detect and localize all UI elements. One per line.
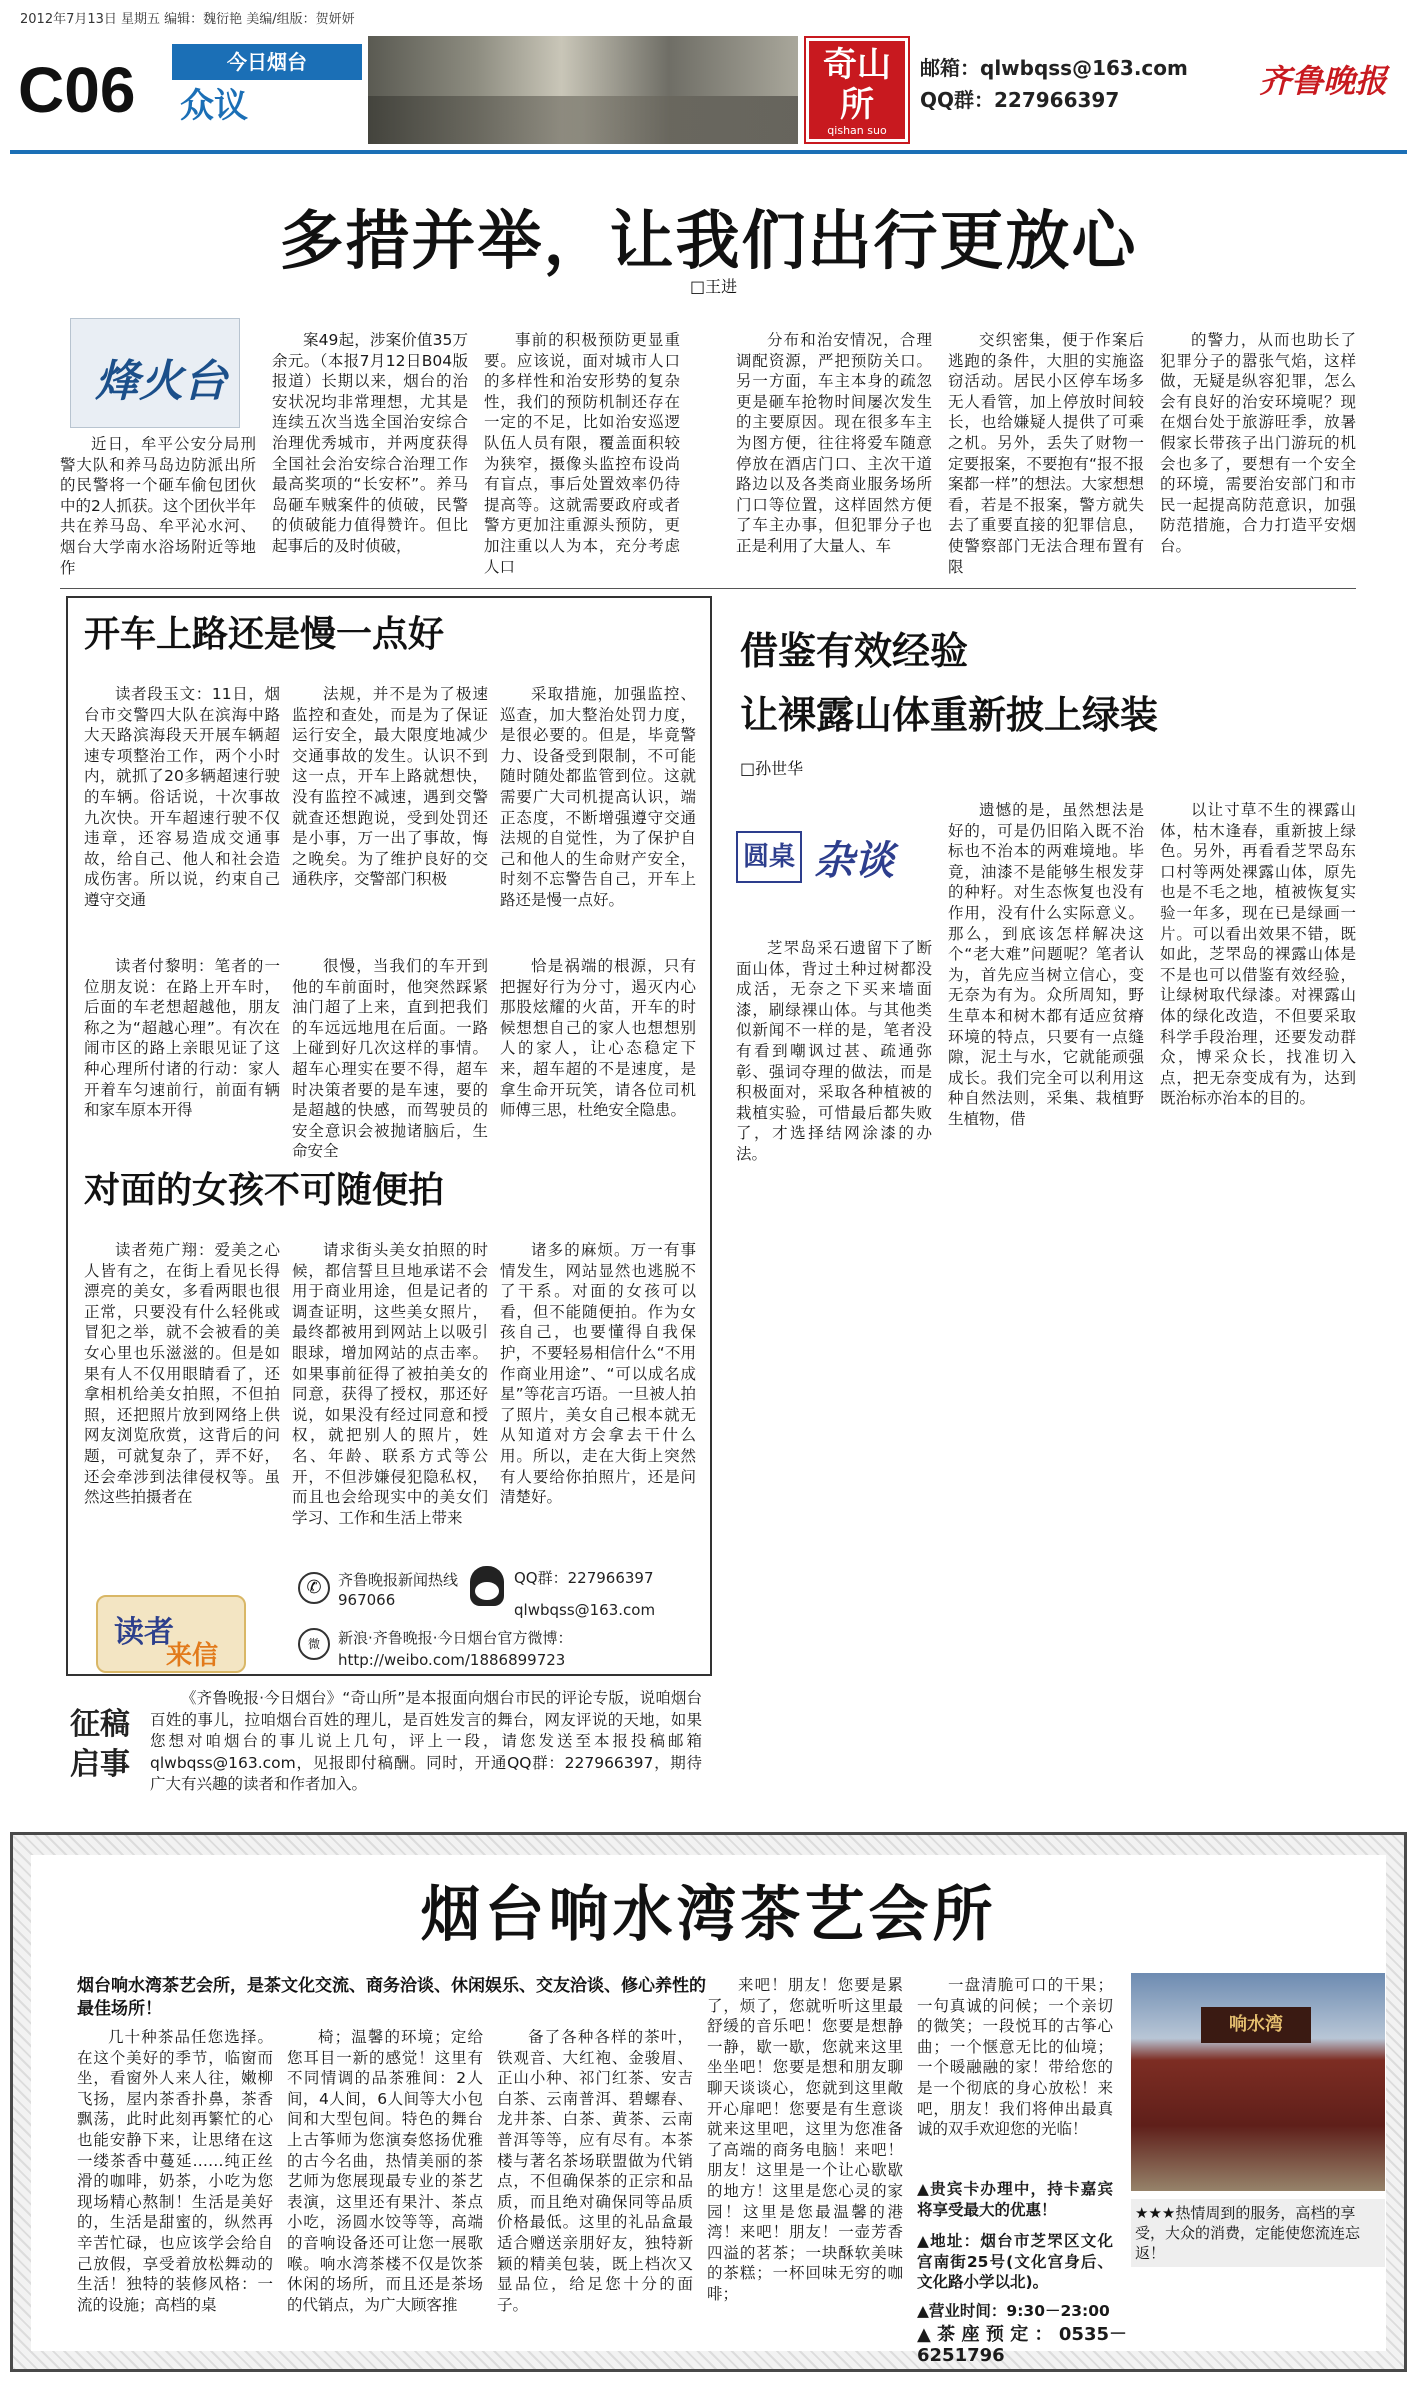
section-top-label: 今日烟台 <box>172 44 362 80</box>
reader-logo-text-1: 读者 <box>114 1615 174 1650</box>
readers-email[interactable]: qlwbqss@163.com <box>514 1601 656 1619</box>
ad-address: ▲地址：烟台市芝罘区文化宫南街25号(文化宫身后、文化路小学以北)。 <box>917 2232 1113 2292</box>
ad-phone[interactable]: ▲茶座预定：0535－6251796 <box>917 2324 1127 2366</box>
column-seal-logo <box>806 38 908 142</box>
round-table-logo-text-2: 杂谈 <box>814 838 894 884</box>
ad-vip-card: ▲贵宾卡办理中，持卡嘉宾将享受最大的优惠！ <box>917 2180 1113 2219</box>
phone-icon: ✆ <box>298 1572 330 1604</box>
reader-letter-logo <box>96 1585 266 1677</box>
ad-col-1: 几十种茶品任您选择。在这个美好的季节，临窗而坐，看窗外人来人往，嫩柳飞扬，屋内茶香扑鼻，茶香飘荡，此时此刻再繁忙的心也能安静下来，让思绪在这一缕茶香中蔓延……纯正丝滑的咖啡，奶茶，小吃为您现场精心熬制！生活是美好的，生活是甜蜜的，纵然再辛苦忙碌，也应该学会给自己放假，享受着放松舞动的生活！独特的装修风格：一流的设施；高档的桌 <box>77 2028 273 2314</box>
masthead <box>10 36 1407 146</box>
lead-column-2: 案49起，涉案价值35万余元。（本报7月12日B04版报道）长期以来，烟台的治安状况均非常理想，尤其是连续五次当选全国治安综合治理优秀城市，并两度获得全国社会治安综合治理工作最高奖项的“长安杯”。养马岛砸车贼案件的侦破，民警的侦破能力值得赞许。但比起事后的及时侦破， <box>272 331 468 555</box>
lead-column-5: 交织密集，便于作案后逃跑的条件，大胆的实施盗窃活动。居民小区停车场多无人看管，加上停放时间较长，也给嫌疑人提供了可乘之机。另外，丢失了财物一定要报案，不要抱有“报不报案都一样”的想法。大家想想看，若是不报案，警方就失去了重要直接的犯罪信息，使警察部门无法合理布置有限 <box>948 331 1144 576</box>
page-number: C06 <box>18 54 136 126</box>
lead-column-6: 的警力，从而也助长了犯罪分子的嚣张气焰，这样做，无疑是纵容犯罪，怎么会有良好的治安环境呢？现在烟台处于旅游旺季，放暑假家长带孩子出门游玩的机会也多了，要想有一个安全的环境，需要治安部门和市民一起提高防范意识，加强防范措施，合力打造平安烟台。 <box>1160 331 1356 555</box>
ad-photo-caption: ★★★热情周到的服务，高档的享受，大众的消费，定能使您流连忘返！ <box>1131 2199 1385 2267</box>
lead-headline: 多措并举，让我们出行更放心 <box>279 205 1138 279</box>
date-line: 2012年7月13日 星期五 编辑：魏衍艳 美编/组版：贺妍妍 <box>20 12 355 27</box>
tea-house-signboard: 响水湾 <box>1201 2007 1311 2043</box>
column2-byline: □孙世华 <box>740 759 804 778</box>
contact-block <box>920 52 1188 116</box>
contact-email[interactable]: 邮箱：qlwbqss@163.com <box>920 56 1188 80</box>
qq-penguin-icon <box>470 1566 504 1606</box>
letter-1-col-2: 法规，并不是为了极速监控和查处，而是为了保证运行安全，最大限度地减少交通事故的发生。认识不到这一点，开车上路就想快，没有监控不减速，遇到交警就查还想跑说，受到处罚还是小事，万一出了事故，悔之晚矣。为了维护良好的交通秩序，交警部门积极 <box>292 685 488 889</box>
recruit-notice-label: 征稿启事 <box>70 1707 130 1782</box>
tea-house-advertisement <box>10 1832 1407 2372</box>
fenghuotai-logo <box>70 318 240 428</box>
masthead-photo <box>368 36 798 144</box>
news-hotline: 齐鲁晚报新闻热线967066 <box>338 1571 459 1609</box>
seal-pinyin: qishan suo <box>827 124 887 137</box>
column2-title-line-1: 借鉴有效经验 <box>740 629 969 673</box>
weibo-icon: 微 <box>298 1628 330 1660</box>
lead-byline: □王进 <box>690 277 738 296</box>
ad-col-5: 一盘清脆可口的干果；一句真诚的问候；一个亲切的微笑；一段悦耳的古筝心曲；一个惬意无比的仙境；一个暖融融的家！带给您的是一个彻底的身心放松！来吧，朋友！我们将伸出最真诚的双手欢迎您的光临！ <box>917 1976 1113 2139</box>
contact-qq: QQ群：227966397 <box>920 88 1120 112</box>
column2-col-2: 遗憾的是，虽然想法是好的，可是仍旧陷入既不治标也不治本的两难境地。毕竟，油漆不是能够生根发芽的种籽。对生态恢复也没有作用，没有什么实际意义。那么，到底该怎样解决这个“老大难”问题呢？笔者认为，首先应当树立信心，变无奈为有为。众所周知，野生草本和树木都有适应贫瘠环境的特点，只要有一点缝隙，泥土与水，它就能顽强成长。我们完全可以利用这种自然法则，采集、栽植野生植物，借 <box>948 801 1144 1128</box>
round-table-logo-text-1: 圆桌 <box>736 831 802 883</box>
ad-intro: 烟台响水湾茶艺会所，是茶文化交流、商务洽谈、休闲娱乐、交友洽谈、修心养性的最佳场所！ <box>77 1976 706 2019</box>
recruit-notice-text: 《齐鲁晚报·今日烟台》“奇山所”是本报面向烟台市民的评论专版，说咱烟台百姓的事儿，拉咱烟台百姓的理儿，是百姓发言的舞台，网友评说的天地，如果您想对咱烟台的事儿说上几句，评上一段，请您发送至本报投稿邮箱qlwbqss@163.com，见报即付稿酬。同时，开通QQ群：227966397，期待广大有兴趣的读者和作者加入。 <box>150 1689 702 1793</box>
letter-2-col-2: 很慢，当我们的车开到他的车前面时，他突然踩紧油门超了上来，直到把我们的车远远地甩在后面。一路上碰到好几次这样的事情。超车心理实在要不得，超车时决策者要的是车速，要的是超越的快感，而驾驶员的安全意识会被抛诸脑后，生命安全 <box>292 957 488 1161</box>
letter-2-col-1: 读者付黎明：笔者的一位朋友说：在路上开车时，后面的车老想超越他，朋友称之为“超越心理”。有次在闹市区的路上亲眼见证了这种心理所付诸的行动：家人开着车匀速前行，前面有辆和家车原本开得 <box>84 957 280 1120</box>
column2-col-3: 以让寸草不生的裸露山体，枯木逢春，重新披上绿色。另外，再看看芝罘岛东口村等两处裸露山体，原先也是不毛之地，植被恢复实验一年多，现在已是绿画一片。可以看出效果不错，既如此，芝罘岛的裸露山体是不是也可以借鉴有效经验，让绿树取代绿漆。对裸露山体的绿化改造，不但要采取科学手段治理，还要发动群众，博采众长，找准切入点，把无奈变成有为，达到既治标亦治本的目的。 <box>1160 801 1356 1108</box>
ad-title: 烟台响水湾茶艺会所 <box>420 1880 997 1950</box>
round-table-logo <box>736 825 926 895</box>
newspaper-brand: 齐鲁晚报 <box>1258 62 1387 100</box>
weibo-url[interactable]: http://weibo.com/1886899723 <box>338 1651 566 1669</box>
reader-logo-text-2: 来信 <box>166 1641 219 1671</box>
ad-col-3: 备了各种各样的茶叶，铁观音、大红袍、金骏眉、正山小种、祁门红茶、安吉白茶、云南普洱、碧螺春、龙井茶、白茶、黄茶、云南普洱等等，应有尽有。本茶楼与著名茶场联盟做为代销点，不但确保茶的正宗和品质，而且绝对确保同等品质价格最低。这里的礼品盒最适合赠送亲朋好友，独特新颖的精美包装，既上档次又显品位，给足您十分的面子。 <box>497 2028 693 2314</box>
letter-1-title: 开车上路还是慢一点好 <box>84 614 445 655</box>
lead-column-3: 事前的积极预防更显重要。应该说，面对城市人口的多样性和治安形势的复杂性，我们的预防机制还存在一定的不足，比如治安巡逻队伍人员有限，覆盖面积较为狭窄，摄像头监控布设尚有盲点，事后处置效率仍待提高等。这就需要政府或者警方更加注重源头预防，更加注重以人为本，充分考虑人口 <box>484 331 680 576</box>
letter-3-col-3: 诸多的麻烦。万一有事情发生，网站显然也逃脱不了干系。对面的女孩可以看，但不能随便拍。作为女孩自己，也要懂得自我保护，不要轻易相信什么“不用作商业用途”、“可以成名成星”等花言巧语。一旦被人拍了照片，美女自己根本就无从知道对方会拿去干什么用。所以，走在大街上突然有人要给你拍照片，还是问清楚好。 <box>500 1241 696 1507</box>
ad-col-4: 来吧！朋友！您要是累了，烦了，您就听听这里最舒缓的音乐吧！您要是想静一静，歇一歇，您就来这里坐坐吧！您要是想和朋友聊聊天谈谈心，您就到这里敞开心扉吧！您要是有生意谈就来这里吧，这里为您准备了高端的商务电脑！来吧！朋友！这里是一个让心歇歇的地方！这里是您心灵的家园！这里是您最温馨的港湾！来吧！朋友！一壶芳香四溢的茗茶；一块酥软美味的茶糕；一杯回味无穷的咖啡； <box>707 1976 903 2303</box>
lead-bottom-rule <box>60 588 1356 589</box>
ad-inner-panel <box>31 1855 1386 2366</box>
letter-2-col-3: 恰是祸端的根源，只有把握好行为分寸，遏灭内心那股炫耀的火苗，开车的时候想想自己的家人也想想别人的家人，让心态稳定下来，超车超的不是速度，是拿生命开玩笑，请各位司机师傅三思，杜绝安全隐患。 <box>500 957 696 1120</box>
fenghuotai-logo-text: 烽火台 <box>95 356 227 407</box>
letter-3-title: 对面的女孩不可随便拍 <box>84 1170 445 1211</box>
masthead-rule <box>10 150 1407 154</box>
letter-3-col-1: 读者苑广翔：爱美之心人皆有之，在街上看见长得漂亮的美女，多看两眼也很正常，只要没有什么轻佻或冒犯之举，就不会被看的美女心里也乐滋滋的。但是如果有人不仅用眼睛看了，还拿相机给美女拍照，不但拍照，还把照片放到网络上供网友浏览欣赏，这背后的问题，可就复杂了，弄不好，还会牵涉到法律侵权等。虽然这些拍摄者在 <box>84 1241 280 1507</box>
column2-col-1: 芝罘岛采石遗留下了断面山体，背过土种过树都没成活，无奈之下买来墙面漆，刷绿裸山体。与其他类似新闻不一样的是，笔者没有看到嘲讽过甚、疏通弥彰、强词夺理的做法，而是积极面对，采取各种植被的栽植实验，可惜最后都失败了，才选择结网涂漆的办法。 <box>736 939 932 1163</box>
tea-house-photo <box>1131 1973 1385 2191</box>
ad-hours: ▲营业时间：9:30－23:00 <box>917 2302 1110 2320</box>
readers-qq-group: QQ群：227966397 <box>514 1569 654 1587</box>
lead-column-1: 近日，牟平公安分局刑警大队和养马岛边防派出所的民警将一个砸车偷包团伙中的2人抓获。这个团伙半年共在养马岛、牟平沁水河、烟台大学南水浴场附近等地作 <box>60 435 256 577</box>
letter-1-col-3: 采取措施，加强监控、巡查，加大整治处罚力度，是很必要的。但是，毕竟警力、设备受到限制，不可能随时随处都监管到位。这就需要广大司机提高认识，端正态度，不断增强遵守交通法规的自觉性，为了保护自己和他人的生命财产安全，时刻不忘警告自己，开车上路还是慢一点好。 <box>500 685 696 909</box>
ad-col-2: 椅；温馨的环境；定给您耳目一新的感觉！这里有不同情调的品茶雅间：2人间，4人间，6人间等大小包间和大型包间。特色的舞台上古筝师为您演奏悠扬优雅的古今名曲，热情美丽的茶艺师为您展现最专业的茶艺表演，这里还有果汁、茶点小吃，汤圆水饺等等，高端的音响设备还可让您一展歌喉。响水湾茶楼不仅是饮茶休闲的场所，而且还是茶场的代销点，为广大顾客推 <box>287 2028 483 2314</box>
lead-column-4: 分布和治安情况，合理调配资源，严把预防关口。另一方面，车主本身的疏忽更是砸车抢物时间屡次发生的主要原因。现在很多车主为图方便，往往将爱车随意停放在酒店门口、主次干道路边以及各类商业服务场所门口等位置，这样固然方便了车主办事，但犯罪分子也正是利用了大量人、车 <box>736 331 932 555</box>
letter-3-col-2: 请求街头美女拍照的时候，都信誓旦旦地承诺不会用于商业用途，但是记者的调查证明，这些美女照片，最终都被用到网站上以吸引眼球，增加网站的点击率。如果事前征得了被拍美女的同意，获得了授权，那还好说，如果没有经过同意和授权，就把别人的照片，姓名、年龄、联系方式等公开，不但涉嫌侵犯隐私权，而且也会给现实中的美女们学习、工作和生活上带来 <box>292 1241 488 1527</box>
column2-title-line-2: 让裸露山体重新披上绿装 <box>740 693 1159 737</box>
weibo-label: 新浪·齐鲁晚报·今日烟台官方微博： <box>338 1629 573 1647</box>
section-main-label: 众议 <box>180 86 248 126</box>
letter-1-col-1: 读者段玉文：11日，烟台市交警四大队在滨海中路大天路滨海段天开展车辆超速专项整治工作，两个小时内，就抓了20多辆超速行驶的车辆。俗话说，十次事故九次快。开车超速行驶不仅违章，还容易造成交通事故，给自己、他人和社会造成伤害。所以说，约束自己遵守交通 <box>84 685 280 909</box>
seal-text: 奇山所 <box>823 45 891 125</box>
